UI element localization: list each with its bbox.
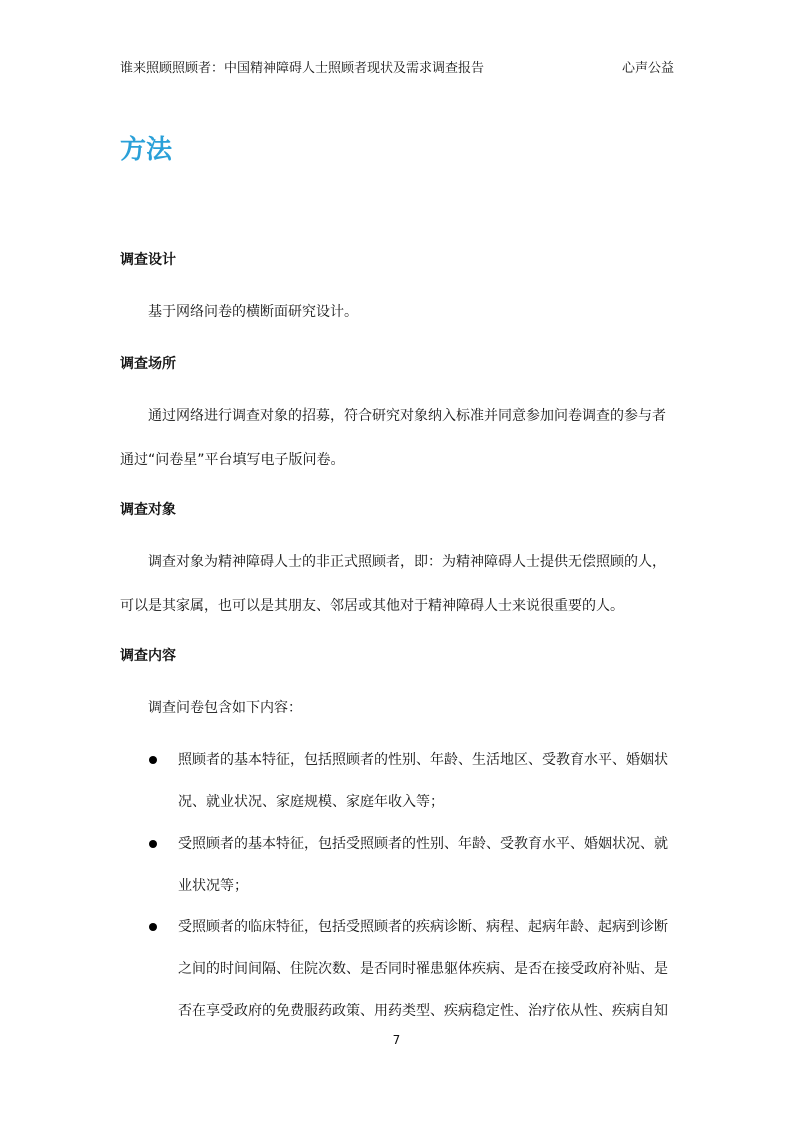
section-heading-design: 调查设计: [120, 252, 176, 268]
list-item-line: 况、就业状况、家庭规模、家庭年收入等；: [178, 794, 444, 810]
header-organization: 心声公益: [621, 61, 674, 76]
paragraph-line: 通过网络进行调查对象的招募，符合研究对象纳入标准并同意参加问卷调查的参与者: [148, 408, 666, 424]
bullet-icon: [149, 756, 157, 764]
list-item-line: 照顾者的基本特征，包括照顾者的性别、年龄、生活地区、受教育水平、婚姻状: [178, 752, 668, 768]
section-heading-site: 调查场所: [120, 356, 176, 372]
paragraph-line: 可以是其家属，也可以是其朋友、邻居或其他对于精神障碍人士来说很重要的人。: [120, 598, 624, 614]
section-heading-subjects: 调查对象: [120, 502, 176, 518]
section-heading-content: 调查内容: [120, 648, 176, 664]
header-report-title: 谁来照顾照顾者：中国精神障碍人士照顾者现状及需求调查报告: [120, 61, 485, 76]
paragraph-line: 基于网络问卷的横断面研究设计。: [148, 304, 358, 320]
bullet-icon: [149, 840, 157, 848]
list-item-line: 受照顾者的临床特征，包括受照顾者的疾病诊断、病程、起病年龄、起病到诊断: [178, 919, 668, 935]
paragraph-line: 调查对象为精神障碍人士的非正式照顾者，即：为精神障碍人士提供无偿照顾的人，: [148, 554, 666, 570]
paragraph-line: 调查问卷包含如下内容：: [148, 700, 302, 716]
page-title: 方法: [120, 135, 173, 165]
list-item-line: 之间的时间间隔、住院次数、是否同时罹患躯体疾病、是否在接受政府补贴、是: [178, 961, 668, 977]
paragraph-line: 通过“问卷星”平台填写电子版问卷。: [120, 452, 345, 468]
page-number: 7: [392, 1033, 401, 1047]
list-item-line: 业状况等；: [178, 878, 248, 894]
list-item-line: 受照顾者的基本特征，包括受照顾者的性别、年龄、受教育水平、婚姻状况、就: [178, 836, 668, 852]
list-item-line: 否在享受政府的免费服药政策、用药类型、疾病稳定性、治疗依从性、疾病自知: [178, 1003, 668, 1019]
bullet-icon: [149, 923, 157, 931]
